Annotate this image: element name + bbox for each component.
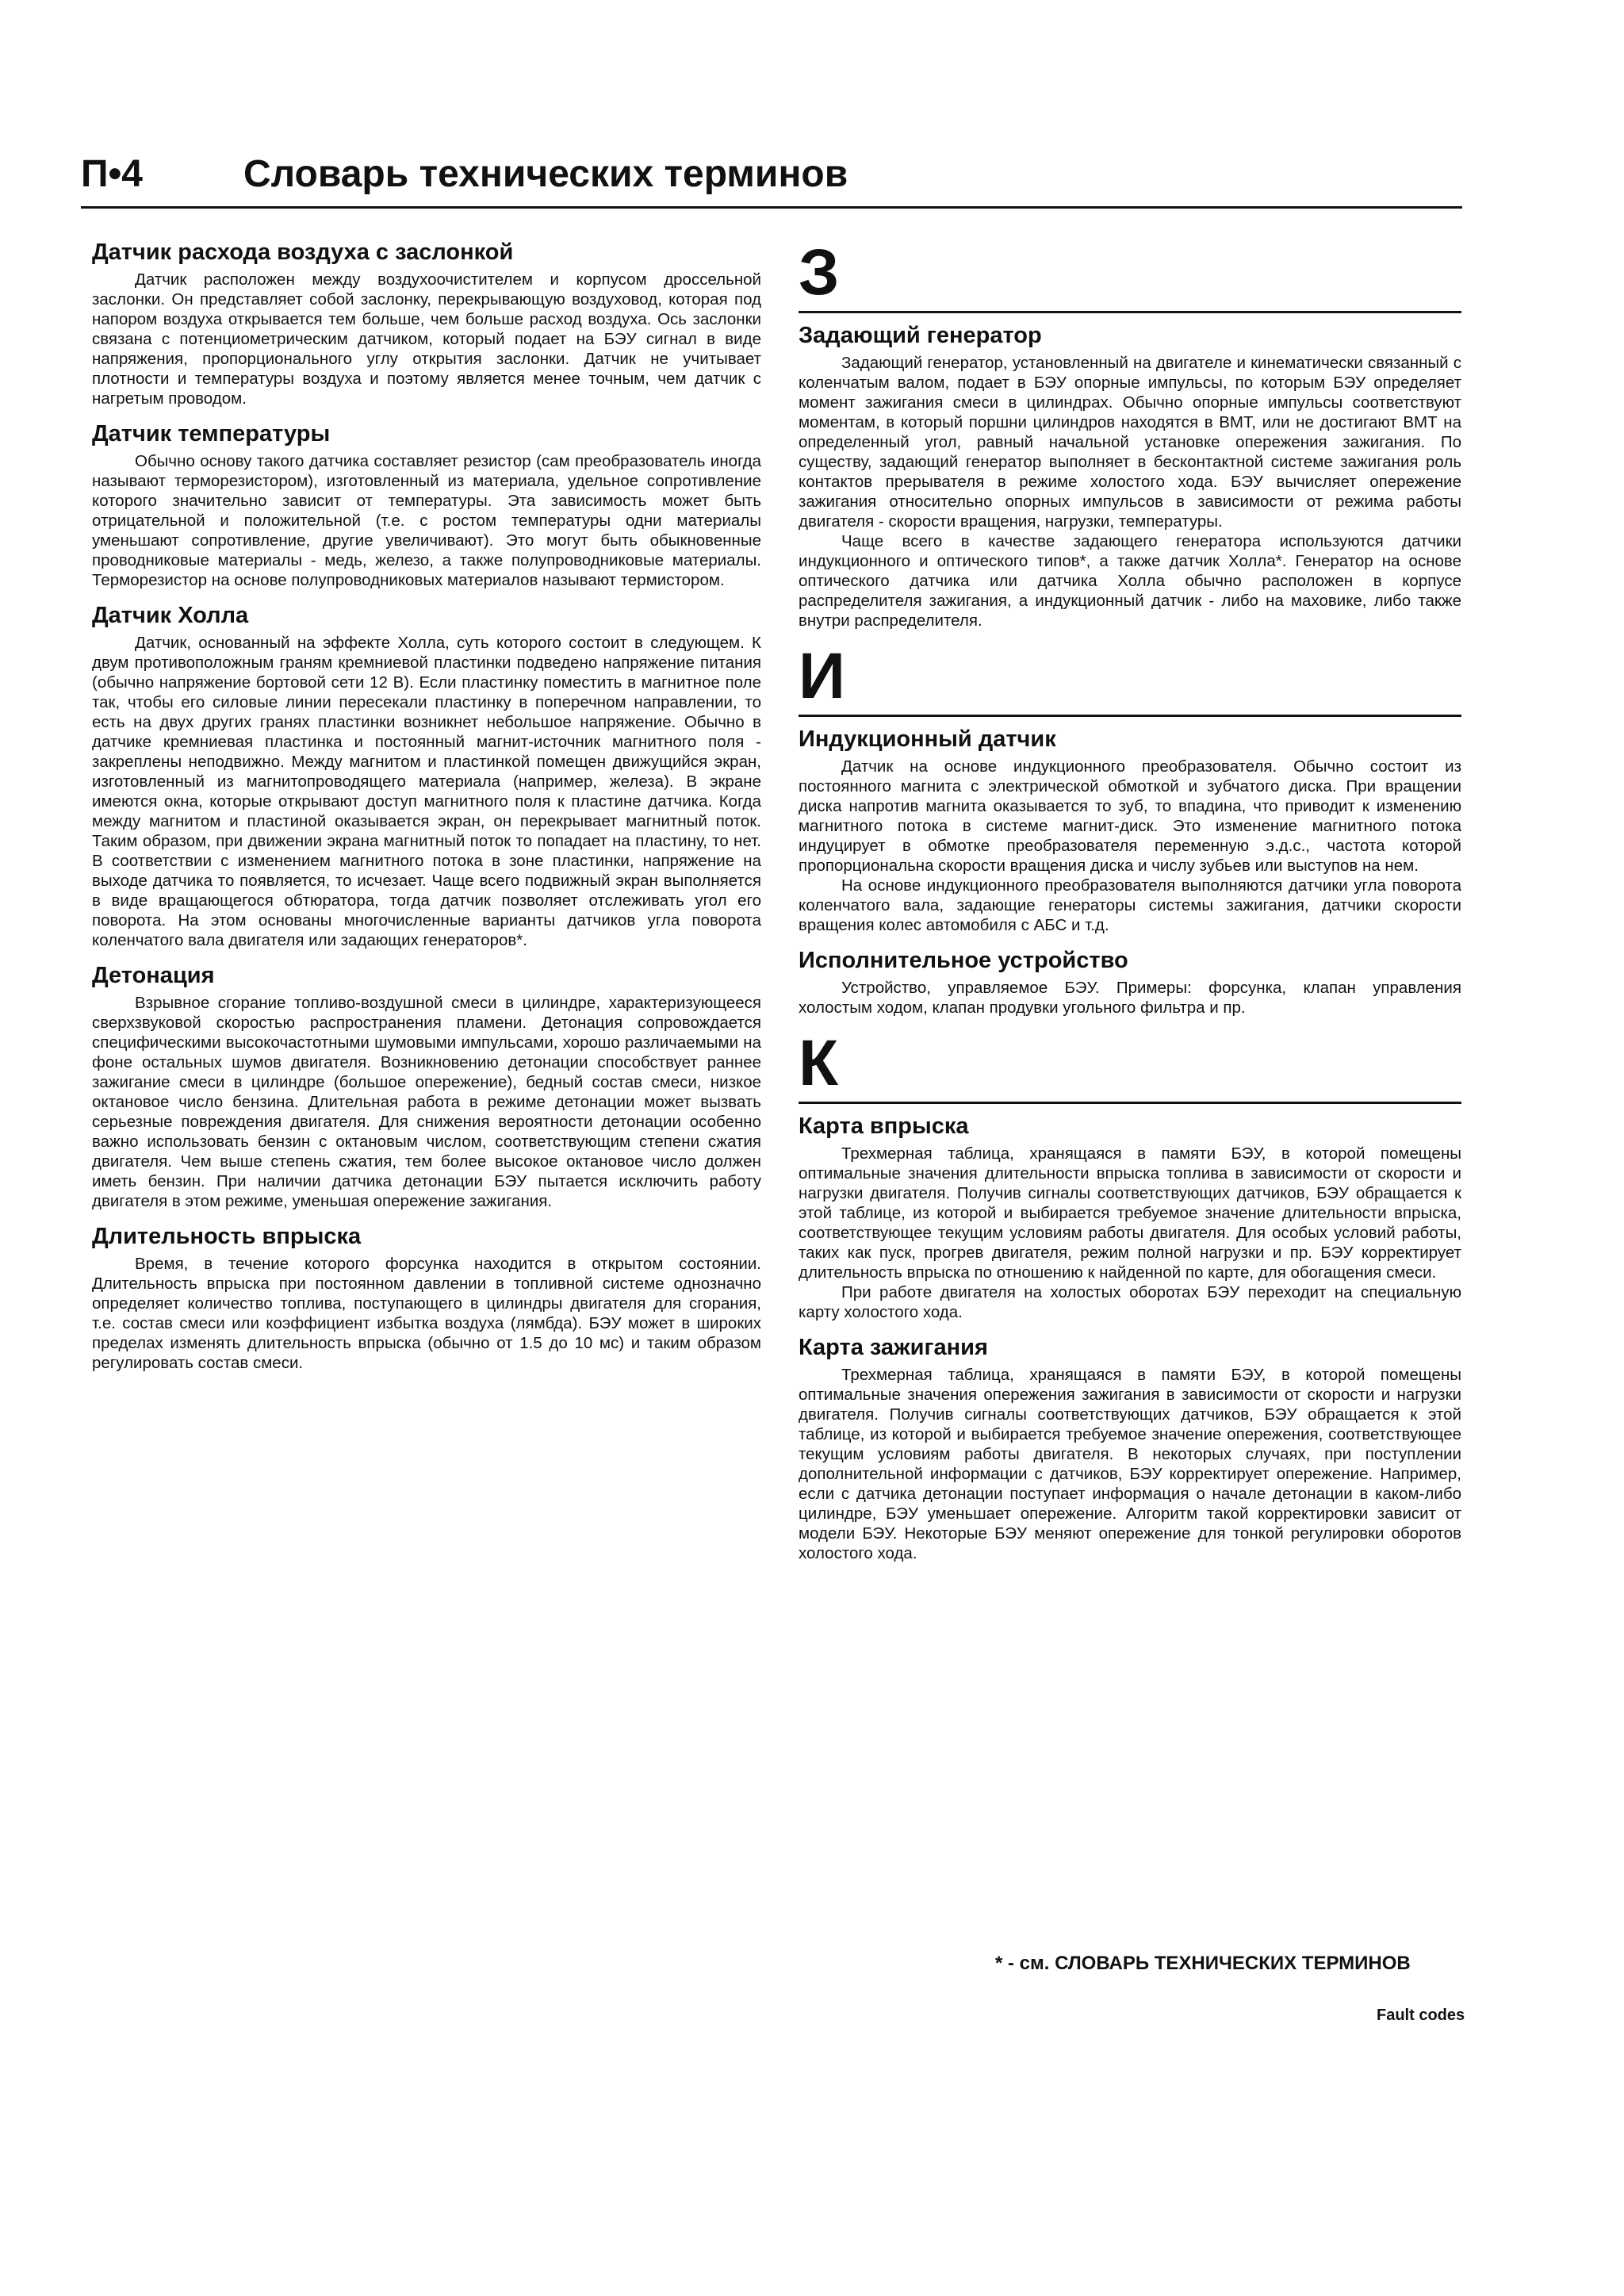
- entry-title: Исполнительное устройство: [799, 948, 1128, 973]
- letter-section-z: [799, 238, 1461, 631]
- entry-ignition-map: [799, 1333, 1461, 1563]
- entry-actuator: [799, 946, 1461, 1018]
- entry-paragraph: Трехмерная таблица, хранящаяся в памяти БЭУ, в которой помещены оптимальные значения опережения зажигания в зависимости от скорости и нагрузки двигателя. Получив сигналы соответствующих датчиков, БЭУ обращается к этой таблице, из которой и выбирается требуемое значение опережения, соответствующее текущим условиям работы двигателя. В некоторых случаях, при поступлении дополнительной информации с датчиков, БЭУ корректирует опережение. Например, если с датчика детонации поступает информация о начале детонации в каком-либо цилиндре, БЭУ уменьшает опережение. Алгоритм такой корректировки зависит от модели БЭУ. Некоторые БЭУ меняют опережение для тонкой регулировки оборотов холостого хода.: [799, 1366, 1461, 1562]
- footer-code: Fault codes: [1377, 2007, 1465, 2024]
- page-title: Словарь технических терминов: [243, 153, 848, 195]
- footnote: * - см. СЛОВАРЬ ТЕХНИЧЕСКИХ ТЕРМИНОВ: [995, 1953, 1411, 1974]
- entry-title: Датчик Холла: [92, 603, 249, 628]
- entry-paragraph: Трехмерная таблица, хранящаяся в памяти БЭУ, в которой помещены оптимальные значения длительности впрыска топлива в зависимости от скорости и нагрузки двигателя. Получив сигналы соответствующих датчиков, БЭУ обращается к этой таблице, из которой и выбирается требуемое значение длительности впрыска, соответствующее текущим условиям работы двигателя. Для особых условий работы, таких как пуск, прогрев двигателя, режим полной нагрузки и пр. БЭУ корректирует длительность впрыска по отношению к найденной по карте, для обогащения смеси.: [799, 1144, 1461, 1282]
- page-number: П•4: [81, 153, 143, 195]
- entry-title: Задающий генератор: [799, 323, 1042, 348]
- page-header: [81, 151, 1462, 209]
- entry-hall-sensor: [92, 601, 761, 950]
- entry-paragraph: Обычно основу такого датчика составляет резистор (сам преобразователь иногда называют терморезистором), изготовленный из материала, удельное сопротивление которого значительно зависит от температуры. Эта зависимость может быть отрицательной и положительной (т.е. с ростом температуры одни материалы уменьшают сопротивление, другие увеличивают). Это могут быть обыкновенные проводниковые материалы - медь, железо, а также полупроводниковые материалы. Терморезистор на основе полупроводниковых материалов называют термистором.: [92, 452, 761, 589]
- entry-paragraph: Датчик, основанный на эффекте Холла, суть которого состоит в следующем. К двум противоположным граням кремниевой пластинки подведено напряжение питания (обычно напряжение бортовой сети 12 В). Если пластинку поместить в магнитное поле так, чтобы его силовые линии пересекали пластинку в поперечном направлении, то есть на двух других гранях пластинки возникнет небольшое напряжение. Обычно в датчике кремниевая пластинка и постоянный магнит-источник магнитного поля - закреплены неподвижно. Между магнитом и пластинкой помещен движущийся экран, изготовленный из магнитопроводящего материала (например, железа). В экране имеются окна, которые открывают доступ магнитного поля к пластине датчика. Когда между магнитом и пластиной оказывается экран, он перекрывает магнитный поток. Таким образом, при движении экрана магнитный поток то попадает на пластину, то нет. В соответствии с изменением магнитного потока в зоне пластинки, напряжение на выходе датчика то появляется, то исчезает. Чаще всего подвижный экран выполняется в виде вращающегося обтюратора, тогда датчик позволяет отслеживать угол его поворота. На этом основаны многочисленные варианты датчиков угла поворота коленчатого вала двигателя или задающих генераторов*.: [92, 634, 761, 949]
- entry-air-flow-sensor: [92, 238, 761, 408]
- entry-title: Индукционный датчик: [799, 726, 1056, 752]
- right-column: [799, 238, 1461, 1574]
- section-divider: [799, 1102, 1461, 1104]
- entry-paragraph: На основе индукционного преобразователя выполняются датчики угла поворота коленчатого вала, задающие генераторы системы зажигания, датчики скорости вращения колес автомобиля с АБС и т.д.: [799, 876, 1461, 934]
- entry-paragraph: Датчик расположен между воздухоочистителем и корпусом дроссельной заслонки. Он представляет собой заслонку, перекрывающую воздуховод, которая под напором воздуха открывается тем больше, чем больше расход воздуха. Ось заслонки связана с потенциометрическим датчиком, который подает на БЭУ сигнал в виде напряжения, пропорционального углу открытия заслонки. Датчик не учитывает плотности и температуры воздуха и поэтому является менее точным, чем датчик с нагретым проводом.: [92, 270, 761, 408]
- left-column: [92, 238, 761, 1384]
- entry-paragraph: Задающий генератор, установленный на двигателе и кинематически связанный с коленчатым валом, подает в БЭУ опорные импульсы, по которым БЭУ определяет момент зажигания смеси в цилиндрах. Обычно опорные импульсы соответствуют моментам, в который поршни цилиндров находятся в ВМТ, или не достигают ВМТ на определенный угол, равный начальной установке опережения зажигания. По существу, задающий генератор выполняет в бесконтактной системе зажигания роль контактов прерывателя в режиме холостого хода. БЭУ вычисляет опережение зажигания относительно опорных импульсов в зависимости от режима работы двигателя - скорости вращения, нагрузки, температуры.: [799, 354, 1461, 531]
- entry-title: Длительность впрыска: [92, 1224, 362, 1249]
- entry-paragraph: Время, в течение которого форсунка находится в открытом состоянии. Длительность впрыска при постоянном давлении в топливной системе однозначно определяет количество топлива, поступающего в цилиндры двигателя для сгорания, т.е. состав смеси или коэффициент избытка воздуха (лямбда). БЭУ может в широких пределах изменять длительность впрыска (обычно от 1.5 до 10 мс) и таким образом регулировать состав смеси.: [92, 1255, 761, 1372]
- entry-paragraph: Чаще всего в качестве задающего генератора используются датчики индукционного и оптического типов*, а также датчик Холла*. Генератор на основе оптического датчика или датчика Холла обычно расположен в корпусе распределителя зажигания, а индукционный датчик - либо на маховике, либо также внутри распределителя.: [799, 532, 1461, 630]
- entry-injection-map: [799, 1112, 1461, 1322]
- entry-paragraph: При работе двигателя на холостых оборотах БЭУ переходит на специальную карту холостого хода.: [799, 1283, 1461, 1321]
- entry-title: Карта впрыска: [799, 1114, 969, 1139]
- entry-paragraph: Устройство, управляемое БЭУ. Примеры: форсунка, клапан управления холостым ходом, клапан продувки угольного фильтра и пр.: [799, 979, 1461, 1017]
- entry-paragraph: Взрывное сгорание топливо-воздушной смеси в цилиндре, характеризующееся сверхзвуковой скоростью распространения пламени. Детонация сопровождается специфическими высокочастотными шумовыми импульсами, хорошо различаемыми на фоне остальных шумов двигателя. Возникновению детонации способствует раннее зажигание смеси в цилиндре (большое опережение), бедный состав смеси, низкое октановое число бензина. Длительная работа в режиме детонации может вызвать серьезные повреждения двигателя. Для снижения вероятности детонации особенно важно использовать бензин с октановым числом, соответствующим степени сжатия двигателя. Чем выше степень сжатия, тем более высокое октановое число должен иметь бензин. При наличии датчика детонации БЭУ пытается исключить работу двигателя в этом режиме, уменьшая опережение зажигания.: [92, 994, 761, 1210]
- letter-section-i: [799, 642, 1461, 1018]
- entry-title: Карта зажигания: [799, 1335, 988, 1360]
- entry-temperature-sensor: [92, 420, 761, 590]
- section-letter: З: [799, 236, 840, 309]
- section-letter: И: [799, 640, 845, 712]
- section-letter: К: [799, 1027, 839, 1099]
- entry-master-generator: [799, 321, 1461, 631]
- entry-title: Детонация: [92, 963, 215, 988]
- entry-paragraph: Датчик на основе индукционного преобразователя. Обычно состоит из постоянного магнита с электрической обмоткой и зубчатого диска. При вращении диска напротив магнита оказывается то зуб, то впадина, что приводит к изменению магнитного потока в системе магнит-диск. Это изменение магнитного потока индуцирует в обмотке преобразователя переменную э.д.с., частота которой пропорциональна скорости вращения диска и числу зубьев или выступов на нем.: [799, 757, 1461, 875]
- entry-injection-duration: [92, 1222, 761, 1373]
- section-divider: [799, 715, 1461, 717]
- section-divider: [799, 311, 1461, 313]
- letter-section-k: [799, 1029, 1461, 1563]
- entry-title: Датчик температуры: [92, 421, 331, 447]
- entry-detonation: [92, 961, 761, 1211]
- entry-induction-sensor: [799, 725, 1461, 935]
- entry-title: Датчик расхода воздуха с заслонкой: [92, 240, 514, 265]
